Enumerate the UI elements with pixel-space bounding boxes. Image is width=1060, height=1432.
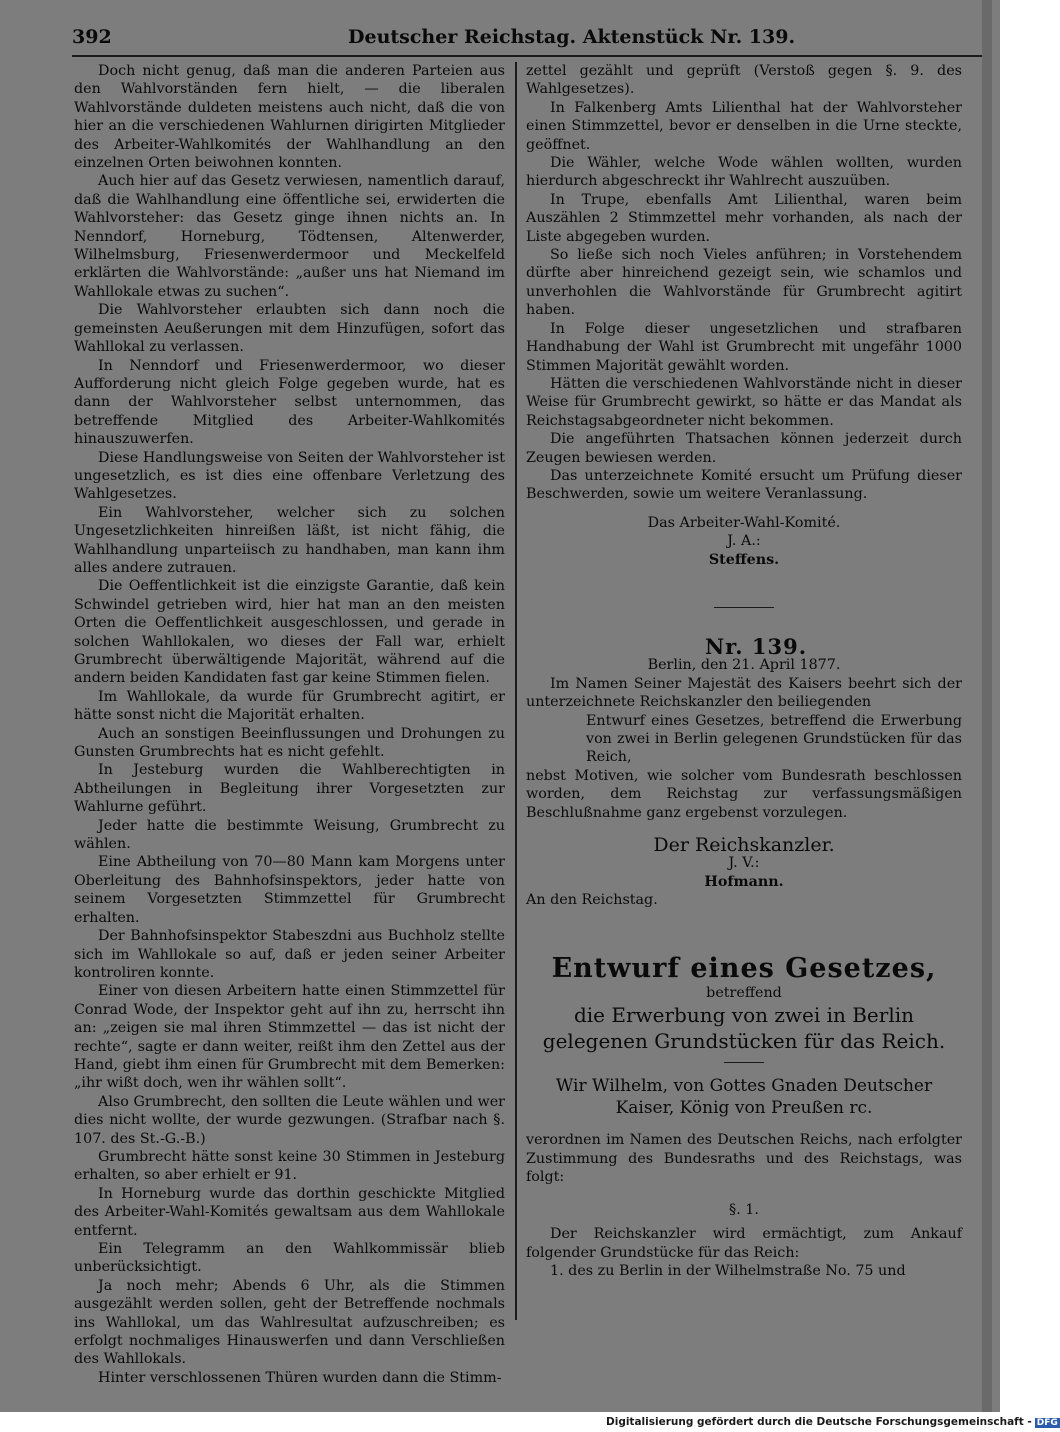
signature-name: Steffens. [708, 551, 780, 568]
letter-intro: Im Namen Seiner Majestät des Kaisers beehrt sich der unterzeichnete Reichskanzler den beiliegenden [526, 675, 962, 711]
paragraph: Auch hier auf das Gesetz verwiesen, namentlich darauf, daß die Wahlhandlung eine öffentliche sei, erwiderten die Wahlvorsteher: das Gesetz ginge ihnen nichts an. In Nenndorf, Horneburg, Tödtensen, Altenwerder, Wilhelmsburg, Friesenwerdermoor und Meckelfeld erklärten die Wahlvorstände: „außer uns hat Niemand im Wahllokale etwas zu suchen“. [74, 173, 505, 300]
bill-subject: die Erwerbung von zwei in Berlin gelegenen Grundstücken für das Reich. [542, 1003, 946, 1054]
addressee: An den Reichstag. [526, 892, 658, 909]
letter-enclosure-title: Entwurf eines Gesetzes, betreffend die Erwerbung von zwei in Berlin gelegenen Grundstücken für das Reich, [586, 712, 962, 766]
dfg-logo: DFG [1036, 1418, 1058, 1428]
header-rule [72, 55, 982, 57]
paragraph: In Nenndorf und Friesenwerdermoor, wo dieser Aufforderung nicht gleich Folge gegeben wurde, hat es dann der Wahlvorsteher selbst unternommen, das betreffende Mitglied des Arbeiter-Wahlkomités hinauszuwerfen. [74, 357, 505, 448]
preamble-text: verordnen im Namen des Deutschen Reichs, nach erfolgter Zustimmung des Bundesraths und des Reichstags, was folgt: [526, 1132, 962, 1186]
paragraph: Die Wahlvorsteher erlaubten sich dann noch die gemeinsten Aeußerungen mit dem Hinzufügen, sofort das Wahllokal zu verlassen. [74, 302, 505, 356]
paragraph: Das unterzeichnete Komité ersucht um Prüfung dieser Beschwerden, sowie um weitere Veranlassung. [526, 467, 962, 503]
paragraph: Eine Abtheilung von 70—80 Mann kam Morgens unter Oberleitung des Bahnhofsinspektors, jeder hatte von seinem Vorgesetzten Stimmzettel für Grumbrecht erhalten. [74, 854, 505, 926]
paragraph: In Folge dieser ungesetzlichen und strafbaren Handhabung der Wahl ist Grumbrecht mit ungefähr 1000 Stimmen Majorität gewählt worden. [526, 320, 962, 374]
page-edge [982, 0, 992, 1412]
signature-ia: J. A.: [727, 533, 761, 550]
paragraph: Ja noch mehr; Abends 6 Uhr, als die Stimmen ausgezählt werden sollen, geht der Betreffende nochmals ins Wahllokal, um das Wahlresultat aufzuschreiben; es erfolgt nochmaliges Hinauswerfen und dann Verschließen des Wahllokals. [74, 1277, 505, 1368]
paragraph: zettel gezählt und geprüft (Verstoß gegen §. 9. des Wahlgesetzes). [526, 63, 962, 98]
paragraph: In Jesteburg wurden die Wahlberechtigten in Abtheilungen in Begleitung ihrer Vorgesetzten zur Wahlurne geführt. [74, 762, 505, 816]
paragraph: In Trupe, ebenfalls Amt Lilienthal, waren beim Auszählen 2 Stimmzettel mehr vorhanden, als nach der Liste abgegeben wurden. [526, 191, 962, 245]
footer-text: Digitalisierung gefördert durch die Deutsche Forschungsgemeinschaft - [606, 1416, 1032, 1428]
paragraph: Im Wahllokale, da wurde für Grumbrecht agitirt, er hätte sonst nicht die Majorität erhalten. [74, 688, 505, 724]
section-divider [714, 607, 774, 608]
preamble-wir: Wir Wilhelm, von Gottes Gnaden Deutscher Kaiser, König von Preußen rc. [555, 1076, 933, 1119]
paragraph: Hinter verschlossenen Thüren wurden dann die Stimm- [98, 1369, 502, 1386]
paragraph: Auch an sonstigen Beeinflussungen und Drohungen zu Gunsten Grumbrechts hat es nicht gefehlt. [74, 725, 505, 761]
running-title: Deutscher Reichstag. Aktenstück Nr. 139. [348, 26, 796, 48]
paragraph: Ein Telegramm an den Wahlkommissär blieb unberücksichtigt. [74, 1241, 505, 1276]
page-header [72, 26, 796, 52]
bill-divider [724, 1062, 764, 1063]
section-number: §. 1. [729, 1201, 759, 1218]
paragraph: So ließe sich noch Vieles anführen; in Vorstehendem dürfte aber hinreichend gezeigt sein, wie schamlos und unverhohlen die Wahlvorstände für Grumbrecht agitirt haben. [526, 247, 962, 319]
paragraph: Hätten die verschiedenen Wahlvorstände nicht in dieser Weise für Grumbrecht gewirkt, so hätte er das Mandat als Reichstagsabgeordneter nicht bekommen. [526, 375, 962, 429]
paragraph: Einer von diesen Arbeitern hatte einen Stimmzettel für Conrad Wode, der Inspektor geht auf ihn zu, herrscht ihn an: „zeigen sie mal ihren Stimmzettel — das ist nicht der rechte“, sagte er dann weiter, reißt ihm den Zettel aus der Hand, giebt ihm einen für Grumbrecht mit dem Bemerken: „ihr wißt doch, wen ihr wählen sollt“. [74, 983, 505, 1092]
paragraph: Jeder hatte die bestimmte Weisung, Grumbrecht zu wählen. [74, 817, 505, 853]
paragraph: Die Oeffentlichkeit ist die einzigste Garantie, daß kein Schwindel getrieben wird, hier hat man an den meisten Orten die Oeffentlichkeit ausgeschlossen, und gerade in solchen Wahllokalen, wo dieses der Fall war, erhielt Grumbrecht überwältigende Majorität, während auf die andern beiden Kandidaten fast gar keine Stimmen fielen. [74, 578, 505, 687]
bill-title: Entwurf eines Gesetzes, [551, 952, 937, 984]
paragraph: Diese Handlungsweise von Seiten der Wahlvorsteher ist ungesetzlich, es ist dies eine offenbare Verletzung des Wahlgesetzes. [74, 449, 506, 503]
date-line: Berlin, den 21. April 1877. [647, 657, 841, 674]
page-number: 392 [72, 26, 112, 48]
paragraph: In Horneburg wurde das dorthin geschickte Mitglied des Arbeiter-Wahl-Komités gewaltsam aus dem Wahllokale entfernt. [74, 1185, 505, 1239]
right-column [526, 62, 962, 1280]
paragraph: Doch nicht genug, daß man die anderen Parteien aus den Wahlvorständen fern hielt, — die liberalen Wahlvorstände duldeten meistens auch nicht, daß die von hier an die verschiedenen Wahlurnen dirigirten Mitglieder des Arbeiter-Wahlkomités der Wahlhandlung an den einzelnen Orten beiwohnen konnten. [74, 63, 505, 172]
section-text: Der Reichskanzler wird ermächtigt, zum Ankauf folgender Grundstücke für das Reich: [526, 1226, 962, 1261]
paragraph: In Falkenberg Amts Lilienthal hat der Wahlvorsteher einen Stimmzettel, bevor er denselben in die Urne steckte, geöffnet. [526, 99, 962, 153]
document-number-heading: Nr. 139. [704, 633, 808, 659]
paragraph: Ein Wahlvorsteher, welcher sich zu solchen Ungesetzlichkeiten hinreißen läßt, ist nicht fähig, die Wahlhandlung unparteiisch zu handhaben, man kann ihm alles andere zutrauen. [74, 504, 505, 576]
chancellor-signature-title: Der Reichskanzler. [653, 834, 835, 857]
paragraph: Der Bahnhofsinspektor Stabeszdni aus Buchholz stellte sich im Wahllokale so auf, daß er jeden seiner Arbeiter kontroliren konnte. [74, 928, 505, 981]
paragraph: Also Grumbrecht, den sollten die Leute wählen und wer dies nicht wollte, der wurde gezwungen. (Strafbar nach §. 107. des St.-G.-B.) [74, 1093, 505, 1147]
section-item: 1. des zu Berlin in der Wilhelmstraße No. 75 und [550, 1262, 906, 1279]
signature-committee: Das Arbeiter-Wahl-Komité. [647, 514, 841, 531]
left-column [74, 62, 505, 1387]
signature-hofmann: Hofmann. [704, 873, 784, 890]
bill-betreffend: betreffend [706, 985, 782, 1002]
footer-credit [606, 1416, 1060, 1428]
paragraph: Die angeführten Thatsachen können jederzeit durch Zeugen bewiesen werden. [526, 431, 962, 466]
signature-iv: J. V.: [728, 855, 760, 872]
paragraph: Die Wähler, welche Wode wählen wollten, wurden hierdurch abgeschreckt ihr Wahlrecht auszuüben. [526, 155, 962, 190]
column-divider [515, 62, 517, 1320]
paragraph: Grumbrecht hätte sonst keine 30 Stimmen in Jesteburg erhalten, so aber erhielt er 91. [74, 1148, 505, 1184]
letter-rest: nebst Motiven, wie solcher vom Bundesrath beschlossen worden, dem Reichstag zur verfassungsmäßigen Beschlußnahme ganz ergebenst vorzulegen. [526, 767, 962, 821]
